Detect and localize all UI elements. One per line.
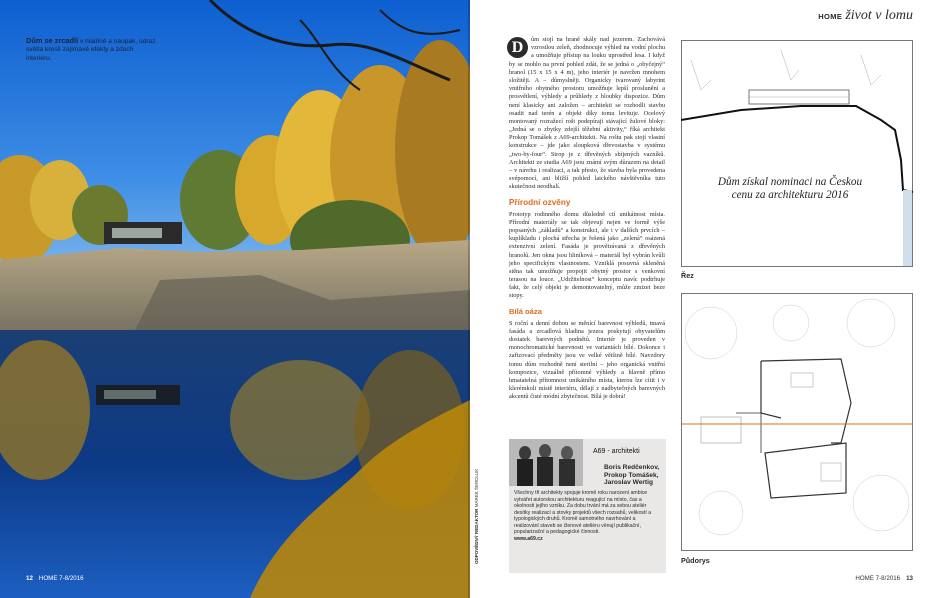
architect-name: Jaroslav Wertig [604,479,653,487]
heading-natural-echoes: Přírodní ozvěny [509,197,571,207]
caption-text: v hladině a naopak, odraz světla kreslí zajímavé efekty a zdach interiéru. [26,38,156,62]
page-number-right: 13 [906,575,913,582]
folio-right [855,575,913,582]
plan-label: Půdorys [681,556,710,565]
section-label: Řez [681,271,694,280]
issue-left: HOME 7-8/2016 [38,575,84,582]
caption-bold: Dům se zrcadlí [26,36,79,45]
folio-left [26,575,84,582]
article-text [509,36,665,402]
paragraph-white-oasis: S roční a denní dobou se měnící barevnost výhledů, tmavá fasáda a zrcadlová hladina jezera poskytují obyvatelům dostatek barevných podnětů. Interiér je proveden v monochromatické barevnosti ve variantách bílé. Dokonce i zařizovací předměty jsou ve velké většině bílé. Navzdory tomu dům rozhodně není sterilní – jeho organická vnitřní kompozice, vizuálně přítomné výhledy a hlavně přímo hmatatelná přítomnost unikátního místa, kterou lze cítit i v klerémkoli místě interiéru, dělají z nadbytečných barevných akcentů čisté módní zbytečnost. Bílá je dobrá! [509,319,665,401]
photo-caption [26,37,156,63]
architects-photo [509,439,583,486]
architects-names [604,464,659,487]
page-number-left: 12 [26,575,33,582]
nomination-text: Dům získal nominaci na Českou cenu za architekturu 2016 [717,176,863,201]
architects-url[interactable]: www.a69.cz [514,535,543,542]
credit-name: MAREK ŠERDLUK [474,468,479,508]
dropcap: D [507,37,528,58]
header-section: život v lomu [845,8,913,23]
intro-text: ům stojí na hraně skály nad jezerem. Zachovává vzrostlou zeleň, zhodnocuje výhled na vodní plochu a umožňuje přístup na louku uprostřed lesa. I když by se mohlo na první pohled zdát, že se jedná o „obyčejný“ hranol (15 x 15 x 4 m), jeho interiér je navržen mnohem složitěji. A – důmyslněji. Organicky tvarovaný labyrint vnitřního obytného prostoru umožňuje lepší proslunění a prosvětlení, výhledy a průhledy z hloubky dispozice. Dům není klasicky ani založen – architekti se rozhodli stavbu osadit nad terén a objekt díky tomu levituje. Ocelový montovaný rozražecí rošt podepírají stávající žulové bloky: „Jedná se o zbytky zdejší těžební aktivity,“ říká architekt Prokop Tomášek z A69-architekti. Na roštu pak stojí vlastní konstrukce – jde jako sloupková dřevostavba v systému „two-by-four“. Strop je z dřevěných sbíjených vazníků. Architekti ze studia A69 jsou známí svým důrazem na detail – v návrhu i realizaci, a tak přesto, že stavba byla provedena svépomocí, ani bližší pohled laického návštěvníka tuto skutečnost neodhalí. [509,36,665,191]
running-header [818,8,913,24]
article-intro [509,36,665,192]
credit-label: ODPOVĚDNÝ REDAKTOR [474,508,479,564]
architects-box [509,439,666,573]
floor-plan-drawing [681,293,913,551]
architect-name: Prokop Tomášek, [604,471,659,479]
editor-credit [474,452,484,564]
paragraph-natural-echoes: Prototyp rodinného domu důsledně ctí unikátnost místa. Přírodní materiály se tak objevují nejen ve formě výše popsaných „základů“ a konstrukci, ale i v dalších prvcích – kuplíkladu i plochá střecha je řešená jako „zelená“ osázená extenzivní zelení. Fasáda je provětrávaná z dřevěných hranolů. Jen okna jsou hliníková – materiál byl vybrán kvůli jeho specifickým vlastnostem. Vzniklá posuvná skleněná stěna tak umožňuje propojit obytný prostor s venkovní terasou na louce. „Udržitelnost“ konceptu navíc podtrhuje fakt, že celý objekt je demontovatelný, může zmizet beze stopy. [509,210,665,300]
section-drawing [681,40,913,267]
architects-title: A69 - architekti [593,448,640,455]
issue-right: HOME 7-8/2016 [855,575,901,582]
heading-white-oasis: Bílá oáza [509,306,542,316]
architects-description: Všechny tři architekty spojuje kromě roku narození ambice vytvářet autorskou architekturu reagující na místo, čas a okolnosti jejího vzniku. Za dobu trvání má za sebou ateliér desítky realizací a stovky projektů všech rozsahů, velikostí a typologických druhů. Kromě samotného navrhování a realizování staveb se členové ateliéru věnují publikační, popularizační a pedagogické činnosti. [514,490,652,536]
architect-name: Boris Redčenkov, [604,464,660,471]
right-page [470,0,940,598]
header-home: HOME [818,12,843,21]
architects-text [514,490,661,542]
